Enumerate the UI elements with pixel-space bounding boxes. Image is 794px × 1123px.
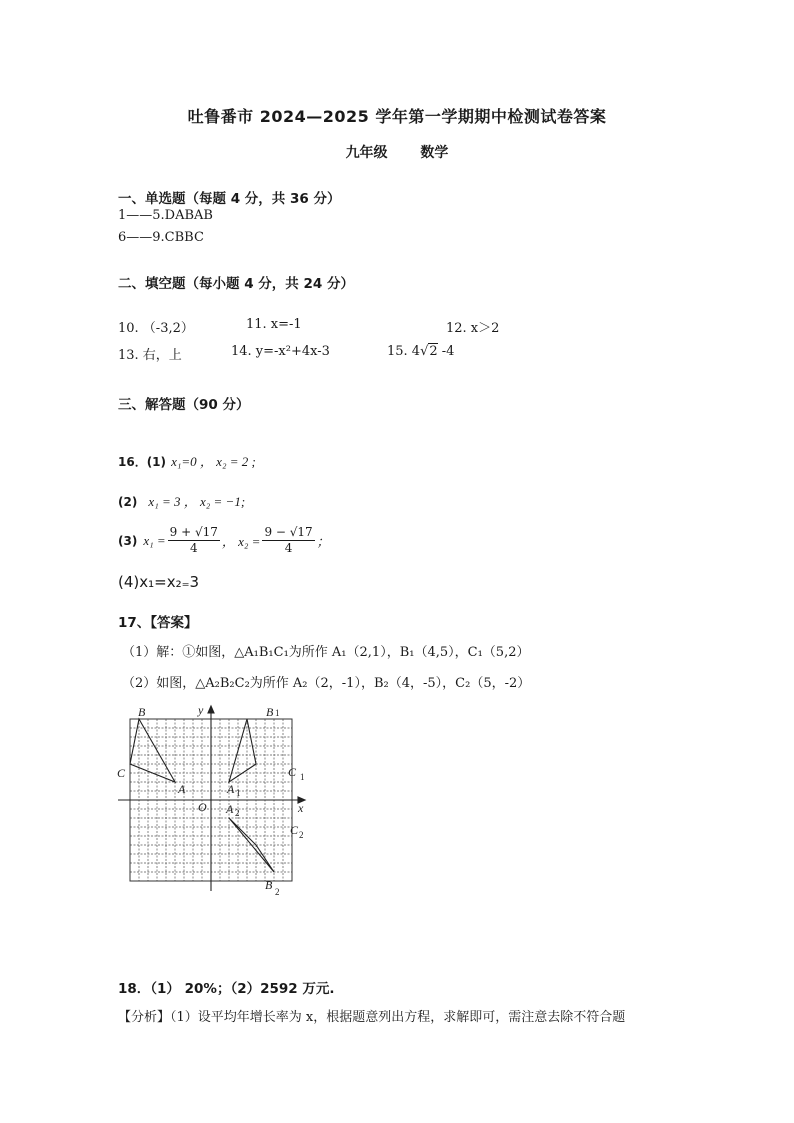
answer-12: 12. x＞2 [446,321,500,336]
q16-line3 [118,525,330,556]
label-c1: C [288,765,297,779]
q16-line1 [118,451,256,470]
label-c2-sub: 2 [299,830,304,840]
q16-line2 [118,491,245,510]
label-c2: C [290,823,299,837]
q16-label: 16．(1) [118,455,167,469]
axes [118,706,305,891]
section2-heading: 二、填空题（每小题 4 分，共 24 分） [118,276,354,292]
section1-answers-6-9: 6——9.CBBC [118,230,204,245]
label-b: B [138,705,146,719]
q17-line2: （2）如图，△A₂B₂C₂为所作 A₂（2，-1），B₂（4，-5），C₂（5，-2） [122,676,531,691]
q16-3-x2: ， x₂ = [221,534,261,549]
triangle-abc [130,719,175,782]
section1-answers-1-5: 1——5.DABAB [118,208,213,223]
fraction-1-numerator: 9 + √17 [169,525,218,539]
section3-heading: 三、解答题（90 分） [118,397,250,413]
q16-3-label: (3) [118,533,138,548]
label-c: C [117,766,126,780]
label-a2-sub: 2 [235,808,240,818]
q17-heading: 17、【答案】 [118,615,198,631]
label-b1: B [266,705,274,719]
q16-1-math: x₁=0 ， x₂ = 2 ; [171,454,256,469]
answer-14: 14. y=-x²+4x-3 [231,344,330,359]
label-b1-sub: 1 [275,708,280,718]
fraction-2 [262,525,314,556]
label-c1-sub: 1 [300,772,305,782]
q17-line1: （1）解：①如图，△A₁B₁C₁为所作 A₁（2,1），B₁（4,5），C₁（5,2） [122,645,530,660]
answer-15-suffix: -4 [437,344,455,359]
label-y-axis: y [198,703,204,717]
page-title: 吐鲁番市 2024—2025 学年第一学期期中检测试卷答案 [187,107,607,126]
label-b2: B [265,878,273,892]
fraction-1-denominator: 4 [189,541,198,555]
label-a1: A [227,782,235,796]
answer-15-radicand: 2 [429,344,438,359]
label-b2-sub: 2 [275,887,280,897]
sqrt-sign: √ [420,344,429,359]
q18-answer: 18．（1） 20%；（2）2592 万元. [118,981,335,997]
triangle-a1b1c1 [229,719,256,782]
q16-3-x1: x₁ = [143,532,166,548]
page-subtitle: 九年级 数学 [345,145,449,161]
answer-15 [387,344,454,359]
q16-3-end: ； [316,534,330,549]
answer-13: 13. 右，上 [118,348,182,363]
answer-11: 11. x=-1 [246,317,302,332]
y-axis-arrow [208,706,214,713]
section1-heading: 一、单选题（每题 4 分，共 36 分） [118,191,341,207]
fraction-2-numerator: 9 − √17 [264,525,313,539]
answer-10: 10. （-3,2） [118,321,194,336]
q16-line4: (4)x₁=x₂₌3 [118,573,200,591]
label-x-axis: x [298,801,304,815]
label-a1-sub: 1 [236,788,241,798]
coordinate-figure [112,700,317,900]
label-a: A [178,782,186,796]
label-a2: A [226,802,234,816]
fraction-1 [168,525,220,556]
q16-2-label: (2) [118,495,138,509]
q18-analysis: 【分析】（1）设平均年增长率为 x，根据题意列出方程，求解即可，需注意去除不符合题 [118,1010,626,1025]
answer-15-prefix: 15. 4 [387,344,421,359]
label-origin: O [198,800,207,814]
q16-2-math: x₁ = 3 ， x₂ = −1; [148,494,246,509]
fraction-2-denominator: 4 [284,541,293,555]
